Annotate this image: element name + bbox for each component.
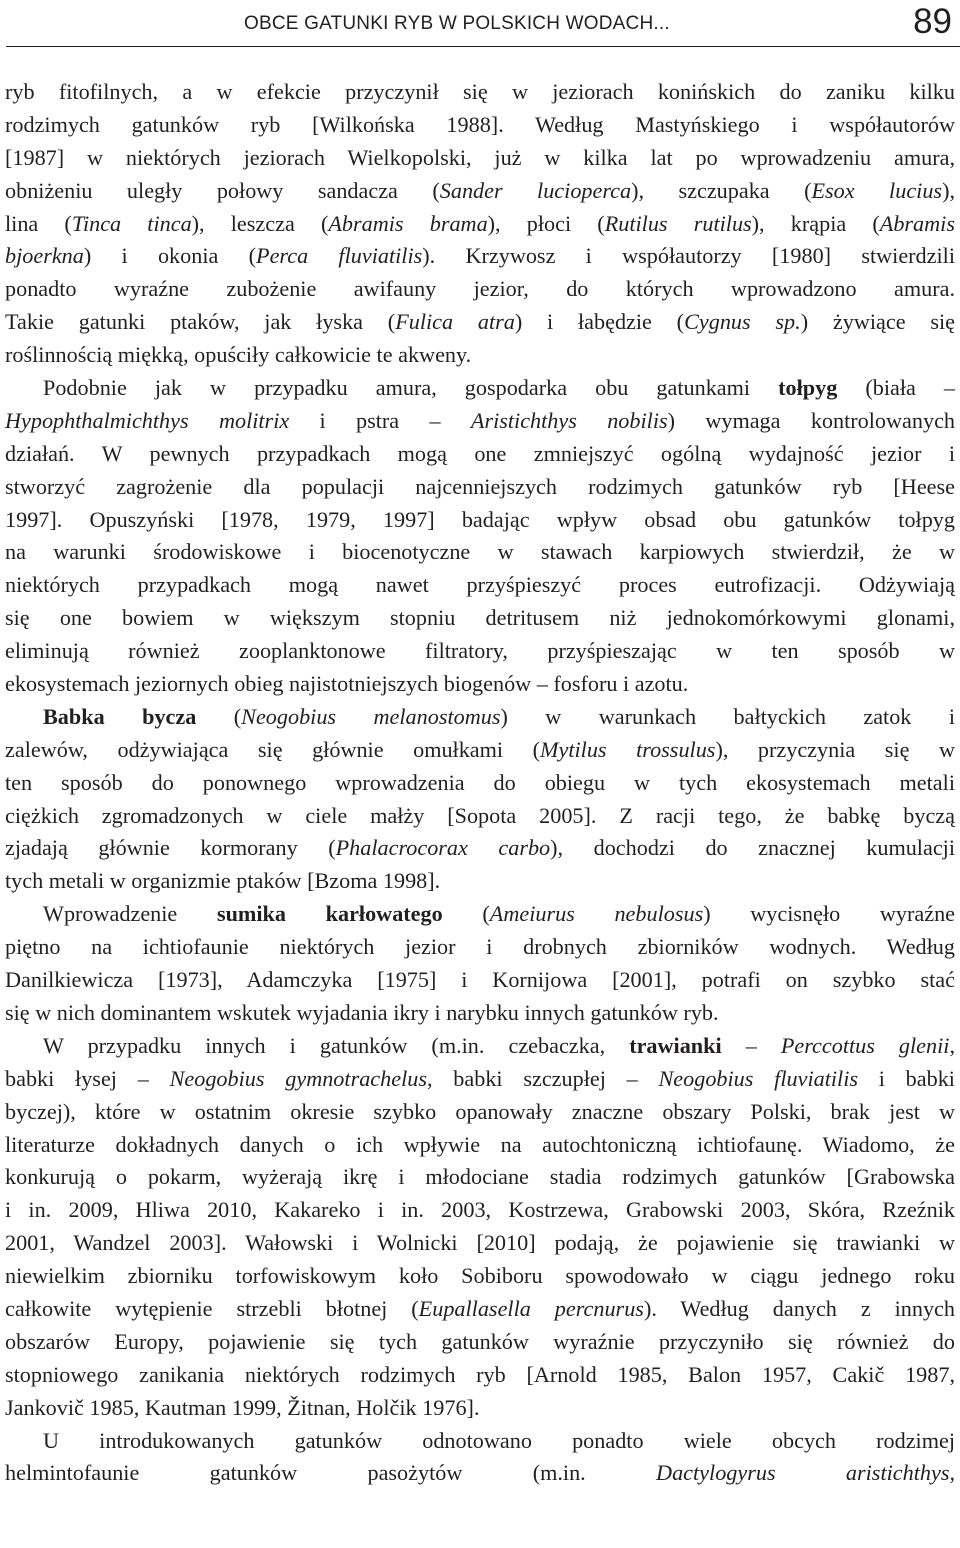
text-run: ) i łabędzie ( [514,309,685,335]
bold-term: tołpyg [778,375,838,401]
text-line [5,964,955,997]
text-run: Takie gatunki ptaków, jak łyska ( [5,309,396,335]
text-run: [1987] w niektórych jeziorach Wielkopolski, już w kilka lat po wprowadzeniu amura, [5,144,955,170]
text-run: zalewów, odżywiająca się głównie omułkami ( [5,736,541,762]
text-run: , [949,1032,955,1058]
text-line [5,142,955,175]
text-run: ) i okonia ( [83,243,257,269]
text-run: Wprowadzenie [43,901,217,927]
text-line [5,668,955,701]
text-line [5,635,955,668]
text-run: niektórych przypadkach mogą nawet przyśpieszyć proces eutrofizacji. Odżywiają [5,572,955,598]
text-line [5,1194,955,1227]
text-run: ), leszcza ( [191,210,329,236]
text-run: ekosystemach jeziornych obieg najistotniejszych biogenów – fosforu i azotu. [5,671,689,697]
text-run: niewielkim zbiorniku torfowiskowym koło Sobiboru spowodowało w ciągu jednego roku [5,1263,955,1289]
text-line [5,76,955,109]
text-run: ) wycisnęło wyraźne [703,901,956,927]
text-line [5,1293,955,1326]
text-run: U introdukowanych gatunków odnotowano ponadto wiele obcych rodzimej [43,1427,955,1453]
text-run: i babki [858,1065,955,1091]
text-run: ). Według danych z innych [643,1295,955,1321]
text-run: Danilkiewicza [1973], Adamczyka [1975] i Kornijowa [2001], potrafi on szybko stać [5,967,955,993]
text-run: działań. W pewnych przypadkach mogą one zmniejszyć ogólną wydajność jezior i [5,440,955,466]
text-run: babki łysej – [5,1065,170,1091]
text-line [5,767,955,800]
text-line [5,997,955,1030]
text-run: ten sposób do ponownego wprowadzenia do obiegu w tych ekosystemach metali [5,769,955,795]
text-run: obniżeniu uległy połowy sandacza ( [5,177,440,203]
text-run: ) żywiące się [800,309,955,335]
text-run: ciężkich zgromadzonych w ciele małży [Sopota 2005]. Z racji tego, że babkę byczą [5,802,955,828]
text-run: ), płoci ( [487,210,605,236]
text-line [5,602,955,635]
text-run: ponadto wyraźne zubożenie awifauny jezior, do których wprowadzono amura. [5,276,955,302]
running-title: OBCE GATUNKI RYB W POLSKICH WODACH... [244,13,670,34]
text-line [5,1063,955,1096]
bold-term: trawianki [629,1032,722,1058]
text-line [5,800,955,833]
italic-text: Tinca tinca [71,210,192,236]
text-run: całkowite wytępienie strzebli błotnej ( [5,1295,419,1321]
text-line [5,734,955,767]
italic-text: Esox lucius [811,177,943,203]
text-run: ), [942,177,955,203]
text-run: obszarów Europy, pojawienie się tych gatunków wyraźnie przyczyniło się również do [5,1328,955,1354]
bold-term: Babka bycza [43,703,197,729]
text-run: tych metali w organizmie ptaków [Bzoma 1998]. [5,868,441,894]
text-run: literaturze dokładnych danych o ich wpływie na autochtoniczną ichtiofaunę. Wiadomo, że [5,1131,955,1157]
text-run: lina ( [5,210,72,236]
italic-text: Abramis [879,210,955,236]
text-run: ), przyczynia się w [715,736,955,762]
text-line [5,865,955,898]
text-line [5,1260,955,1293]
text-run: i in. 2009, Hliwa 2010, Kakareko i in. 2003, Kostrzewa, Grabowski 2003, Skóra, Rzeźnik [5,1197,955,1223]
italic-text: Neogobius gymnotrachelus [169,1065,427,1091]
text-line [5,504,955,537]
italic-text: bjoerkna [5,243,84,269]
text-line [5,240,955,273]
text-run: ) wymaga kontrolowanych [667,407,956,433]
text-line [5,1425,955,1458]
text-line [5,273,955,306]
italic-text: Eupallasella percnurus [418,1295,644,1321]
text-run: – [721,1032,781,1058]
text-line [5,1161,955,1194]
text-line [5,372,955,405]
italic-text: Hypophthalmichthys molitrix [5,407,290,433]
text-line [5,175,955,208]
italic-text: Phalacrocorax carbo [335,835,551,861]
italic-text: Fulica atra [395,309,515,335]
text-run: eliminują również zooplanktonowe filtratory, przyśpieszając w ten sposób w [5,638,955,664]
text-line [5,339,955,372]
header-rule [6,46,960,47]
text-run: , babki szczupłej – [426,1065,659,1091]
text-run: piętno na ichtiofaunie niektórych jezior i drobnych zbiorników wodnych. Według [5,934,955,960]
text-line [5,1359,955,1392]
text-run: ), dochodzi do znacznej kumulacji [550,835,955,861]
text-run: Podobnie jak w przypadku amura, gospodarka obu gatunkami [43,375,779,401]
running-header [0,0,960,50]
text-run: helmintofaunie gatunków pasożytów (m.in. [5,1460,657,1486]
text-run: ), szczupaka ( [631,177,812,203]
text-line [5,536,955,569]
text-run: 2001, Wandzel 2003]. Wałowski i Wolnicki [2010] podają, że pojawienie się trawianki w [5,1230,955,1256]
text-run: 1997]. Opuszyński [1978, 1979, 1997] badając wpływ obsad obu gatunków tołpyg [5,506,955,532]
text-line [5,1457,955,1490]
text-run: roślinnością miękką, opuściły całkowicie te akweny. [5,342,472,368]
italic-text: Perca fluviatilis [256,243,423,269]
text-line [5,1326,955,1359]
text-run: stopniowego zanikania niektórych rodzimych ryb [Arnold 1985, Balon 1957, Cakič 1987, [5,1361,955,1387]
text-line [5,701,955,734]
italic-text: Neogobius fluviatilis [658,1065,858,1091]
italic-text: Ameiurus nebulosus [489,901,704,927]
bold-term: sumika karłowatego [216,901,443,927]
text-line [5,1392,955,1425]
text-run: ). Krzywosz i współautorzy [1980] stwierdzili [422,243,955,269]
italic-text: Dactylogyrus aristichthys, [656,1460,956,1486]
text-line [5,931,955,964]
italic-text: Neogobius melanostomus [241,703,501,729]
text-line [5,438,955,471]
italic-text: Perccottus glenii [780,1032,950,1058]
text-run: ( [442,901,490,927]
italic-text: Sander lucioperca [439,177,632,203]
italic-text: Abramis brama [328,210,488,236]
text-run: stworzyć zagrożenie dla populacji najcenniejszych rodzimych gatunków ryb [Heese [5,473,955,499]
text-line [5,306,955,339]
text-run: ryb fitofilnych, a w efekcie przyczynił się w jeziorach konińskich do zaniku kilku [5,79,955,104]
text-line [5,471,955,504]
text-run: konkurują o pokarm, wyżerają ikrę i młodociane stadia rodzimych gatunków [Grabowska [5,1164,955,1190]
text-line [5,405,955,438]
text-line [5,1096,955,1129]
text-line [5,898,955,931]
italic-text: Mytilus trossulus [540,736,716,762]
page-number: 89 [913,2,952,41]
text-run: (biała – [837,375,955,401]
italic-text: Cygnus sp. [684,309,801,335]
text-run: byczej), które w ostatnim okresie szybko opanowały znaczne obszary Polski, brak jest w [5,1098,955,1124]
text-line [5,832,955,865]
text-run: zjadają głównie kormorany ( [5,835,336,861]
italic-text: Rutilus rutilus [604,210,752,236]
text-run: ) w warunkach bałtyckich zatok i [500,703,956,729]
text-run: na warunki środowiskowe i biocenotyczne w stawach karpiowych stwierdził, że w [5,539,955,565]
text-line [5,1030,955,1063]
text-run: ), krąpia ( [751,210,880,236]
text-line [5,1227,955,1260]
text-run: W przypadku innych i gatunków (m.in. czebaczka, [43,1032,630,1058]
text-run: Jankovič 1985, Kautman 1999, Žitnan, Holčik 1976]. [5,1394,480,1420]
italic-text: Aristichthys nobilis [470,407,668,433]
text-run: się w nich dominantem wskutek wyjadania ikry i narybku innych gatunków ryb. [5,999,719,1025]
text-line [5,1129,955,1162]
text-run: ( [196,703,242,729]
text-line [5,109,955,142]
text-run: rodzimych gatunków ryb [Wilkońska 1988]. Według Mastyńskiego i współautorów [5,111,955,137]
text-run: i pstra – [289,407,471,433]
body-text [5,76,955,1490]
text-line [5,208,955,241]
text-run: się one bowiem w większym stopniu detritusem niż jednokomórkowymi glonami, [5,605,955,631]
text-line [5,569,955,602]
